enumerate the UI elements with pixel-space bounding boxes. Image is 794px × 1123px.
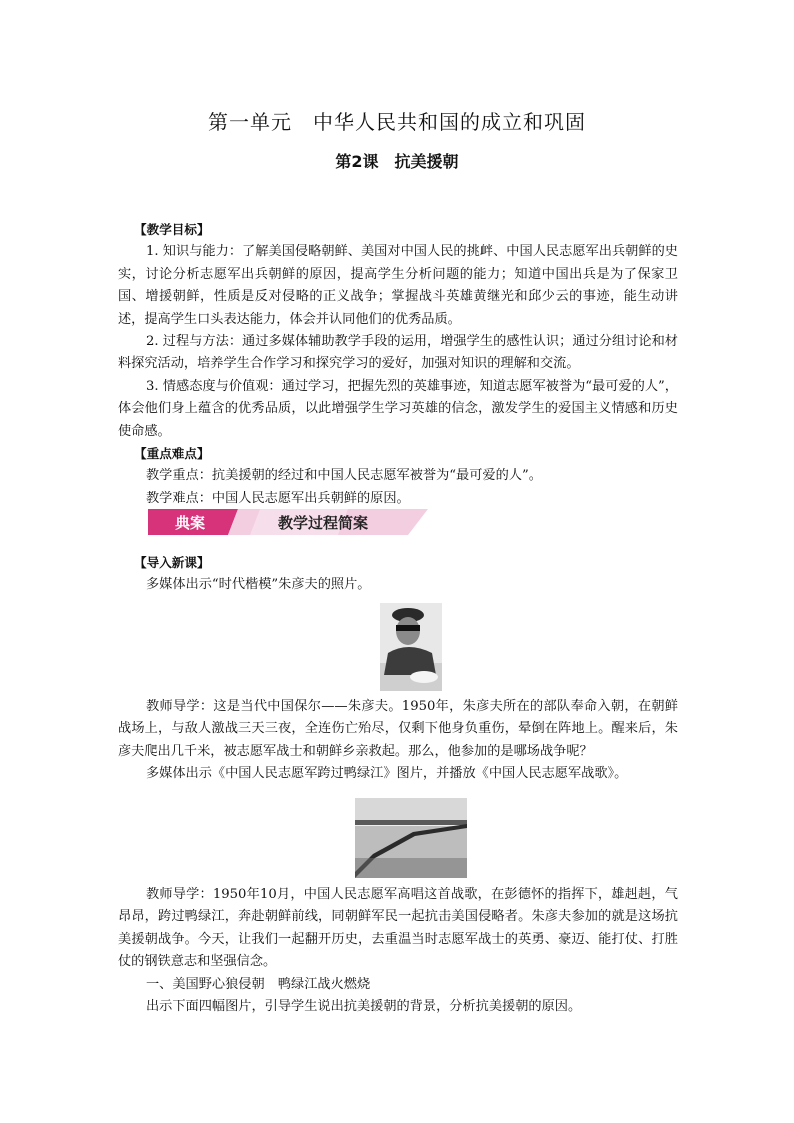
- banner-tag: 典案: [174, 514, 206, 532]
- section-banner: [148, 509, 428, 535]
- objectives-section: [118, 219, 678, 510]
- intro-paragraph: 教师导学：1950年10月，中国人民志愿军高唱这首战歌，在彭德怀的指挥下，雄赳赳，气昂昂，跨过鸭绿江，奔赴朝鲜前线，同朝鲜军民一起抗击美国侵略者。朱彦夫参加的就是这场抗美援朝战争。今天，让我们一起翻开历史，去重温当时志愿军战士的英勇、豪迈、能打仗、打胜仗的钢铁意志和坚强信念。: [118, 887, 678, 970]
- lesson-title: 第2课 抗美援朝: [335, 152, 459, 171]
- objectives-heading: 【教学目标】: [134, 222, 210, 237]
- intro-line: 多媒体出示“时代楷模”朱彦夫的照片。: [146, 577, 371, 593]
- key-points-heading: 【重点难点】: [134, 446, 210, 462]
- objective-item: 3. 情感态度与价值观：通过学习，把握先烈的英雄事迹，知道志愿军被誉为“最可爱的人”，体会他们身上蕴含的优秀品质，以此增强学生学习英雄的信念，激发学生的爱国主义情感和历史使命感。: [118, 378, 678, 439]
- banner-title: 教学过程简案: [277, 514, 369, 532]
- intro-heading: 【导入新课】: [134, 555, 210, 570]
- zhu-yanfu-photo: [380, 603, 442, 691]
- intro-paragraph: 教师导学：这是当代中国保尔——朱彦夫。1950年，朱彦夫所在的部队奉命入朝，在朝鲜战场上，与敌人激战三天三夜，全连伤亡殆尽，仅剩下他身负重伤，晕倒在阵地上。醒来后，朱彦夫爬出几千米，被志愿军战士和朝鲜乡亲救起。那么，他参加的是哪场战争呢？: [118, 699, 678, 759]
- intro-section-c: [118, 884, 678, 1018]
- intro-line: 出示下面四幅图片，引导学生说出抗美援朝的背景，分析抗美援朝的原因。: [146, 999, 582, 1015]
- key-focus: 教学重点：抗美援朝的经过和中国人民志愿军被誉为“最可爱的人”。: [146, 468, 542, 484]
- intro-section-a: [118, 552, 678, 597]
- section-heading: 一、美国野心狼侵朝 鸭绿江战火燃烧: [146, 976, 371, 992]
- objective-item: 1. 知识与能力：了解美国侵略朝鲜、美国对中国人民的挑衅、中国人民志愿军出兵朝鲜的史实，讨论分析志愿军出兵朝鲜的原因，提高学生分析问题的能力；知道中国出兵是为了保家卫国、增援朝鲜，性质是反对侵略的正义战争；掌握战斗英雄黄继光和邱少云的事迹，能生动讲述，提高学生口头表达能力，体会并认同他们的优秀品质。: [118, 244, 678, 327]
- key-difficulty: 教学难点：中国人民志愿军出兵朝鲜的原因。: [146, 490, 410, 506]
- unit-title: 第一单元 中华人民共和国的成立和巩固: [208, 110, 586, 134]
- objective-item: 2. 过程与方法：通过多媒体辅助教学手段的运用，增强学生的感性认识；通过分组讨论和材料探究活动，培养学生合作学习和探究学习的爱好，加强对知识的理解和交流。: [118, 334, 678, 372]
- intro-line: 多媒体出示《中国人民志愿军跨过鸭绿江》图片，并播放《中国人民志愿军战歌》。: [146, 766, 628, 782]
- intro-section-b: [118, 696, 678, 786]
- yalu-river-photo: [355, 798, 467, 878]
